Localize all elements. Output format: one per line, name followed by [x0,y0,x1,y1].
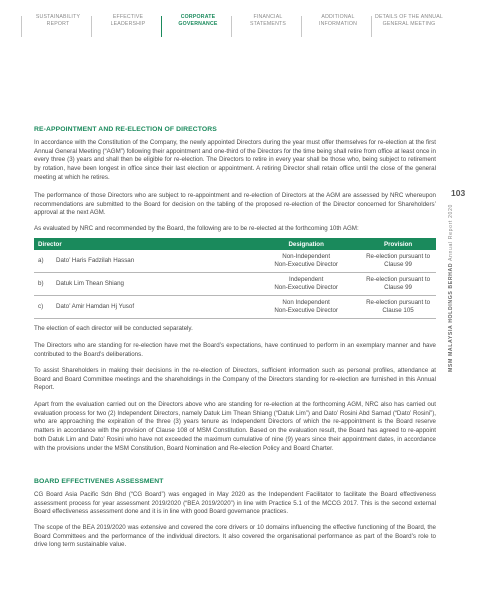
director-name: Dato’ Amir Hamdan Hj Yusof [52,296,252,319]
director-name: Datuk Lim Thean Shiang [52,273,252,296]
nav-label-line1: DETAILS OF THE ANNUAL [375,14,444,20]
provision-cell [360,273,436,296]
paragraph: The election of each director will be conducted separately. [34,325,193,332]
provision-cell [360,296,436,319]
side-label [448,204,458,372]
designation-line1: Non-Independent [282,253,331,260]
section-heading-reappointment: RE-APPOINTMENT AND RE-ELECTION OF DIRECTORS [34,126,217,133]
provision-cell [360,250,436,273]
paragraph: CG Board Asia Pacific Sdn Bhd (“CG Board”) was engaged in May 2020 as the Independent Facilitator to facilitate the Board effectiveness assessment process for year assessment 2019/2020 (“BEA 2019/2020”) in line with Practice 5.1 of the MCCG 2017. This is the second external Board effectiveness assessment done and it is in line with good Board governance practices. [34,491,436,516]
side-label-report: Annual Report 2020 [448,204,454,262]
paragraph: As evaluated by NRC and recommended by the Board, the following are to be re-elected at the forthcoming 10th AGM: [34,225,359,232]
designation-cell [252,250,360,273]
nav-label-line2: GENERAL MEETING [382,20,436,27]
table-row [34,296,436,319]
row-index: c) [34,296,52,319]
section-heading-board-effectiveness: BOARD EFFECTIVENES ASSESSMENT [34,478,164,485]
nav-item-sustainability-report[interactable] [21,14,91,40]
designation-line2: Non-Executive Director [274,284,338,291]
paragraph: In accordance with the Constitution of the Company, the newly appointed Directors during the year must offer themselves for re-election at the first Annual General Meeting (“AGM”) following their appointment and one-third of the Directors for the time being shall retire from office at least once in every three (3) years and shall then be eligible for re-election. The Directors to retire in every year shall be those who, being subject to retirement by rotation, have been longest in office since their last election or appointment. A retiring Director shall retain office until the close of the general meeting at which he retires. [34,139,436,181]
designation-cell [252,273,360,296]
nav-item-corporate-governance[interactable] [161,14,231,40]
column-header-designation: Designation [252,238,360,250]
page-number: 103 [451,188,466,198]
designation-line2: Non-Executive Director [274,261,338,268]
provision-line1: Re-election pursuant to [366,299,431,306]
paragraph: To assist Shareholders in making their decisions in the re-election of Directors, sufficient information such as personal profiles, attendance at Board and Board Committee meetings and the shareholdings in the Company of the Directors standing for re-election are furnished in this Annual Report. [34,367,436,392]
column-header-provision: Provision [360,238,436,250]
nav-label-line2: GOVERNANCE [178,20,218,27]
nav-label-line1: CORPORATE [180,14,216,20]
section-nav [21,14,444,40]
nav-divider [371,16,372,37]
table-row [34,250,436,273]
nav-label-line2: INFORMATION [318,20,358,27]
directors-table [34,238,436,319]
nav-label-line1: FINANCIAL [253,14,283,20]
director-name: Dato’ Haris Fadzilah Hassan [52,250,252,273]
paragraph: The scope of the BEA 2019/2020 was extensive and covered the core drivers or 10 domains influencing the effective functioning of the Board, the Board Committees and the performance of the individual directors. It also covered the organisational performance as part of the Board’s role to drive long term sustainable value. [34,524,436,549]
nav-divider [21,16,22,37]
provision-line2: Clause 105 [382,307,414,314]
paragraph: The performance of those Directors who are subject to re-appointment and re-election of Directors at the AGM are assessed by NRC whereupon recommendations are submitted to the Board for decision on the tabling of the proposed re-election of the Director concerned for Shareholders’ approval at the next AGM. [34,192,436,217]
nav-label-line1: EFFECTIVE [112,14,144,20]
row-index: b) [34,273,52,296]
nav-divider [301,16,302,37]
designation-line1: Non Independent [282,299,330,306]
nav-divider [161,16,162,37]
table-header-row [34,238,436,250]
designation-line2: Non-Executive Director [274,307,338,314]
nav-divider [91,16,92,37]
nav-item-annual-general-meeting[interactable] [371,14,443,40]
nav-item-effective-leadership[interactable] [91,14,161,40]
row-index: a) [34,250,52,273]
nav-divider [231,16,232,37]
column-header-director: Director [34,238,252,250]
paragraph: Apart from the evaluation carried out on the Directors above who are standing for re-election at the forthcoming AGM, NRC also has carried out evaluation process for two (2) Independent Directors, namely Datuk Lim Thean Shiang (“Datuk Lim”) and Dato’ Rosini Abd Samad (“Dato’ Rosini”), who are approaching the expiration of the three (3) years tenure as Independent Directors of which the re-appointment is the Board reserve matters in accordance with the provision of Clause 108 of MSM Constitution. Based on the evaluation result, the Board has agreed to re-appoint both Datuk Lim and Dato’ Rosini who have not exceeded the maximum cumulative of nine (9) years since their appointment dates, in accordance with the provisions under the MSM Constitution, Board Nomination and Re-election Policy and Board Charter. [34,401,436,452]
nav-item-additional-information[interactable] [301,14,371,40]
nav-label-line1: SUSTAINABILITY [35,14,81,20]
provision-line2: Clause 99 [384,261,413,268]
paragraph: The Directors who are standing for re-election have met the Board’s expectations, have continued to perform in an exemplary manner and have contributed to the Board’s deliberations. [34,342,436,358]
nav-label-line2: REPORT [46,20,70,27]
provision-line1: Re-election pursuant to [366,276,431,283]
table-row [34,273,436,296]
side-label-company: MSM MALAYSIA HOLDINGS BERHAD [448,262,454,372]
nav-item-financial-statements[interactable] [231,14,301,40]
nav-label-line1: ADDITIONAL [321,14,355,20]
provision-line2: Clause 99 [384,284,413,291]
designation-line1: Independent [288,276,324,283]
provision-line1: Re-election pursuant to [366,253,431,260]
designation-cell [252,296,360,319]
nav-label-line2: LEADERSHIP [110,20,146,27]
nav-label-line2: STATEMENTS [249,20,287,27]
